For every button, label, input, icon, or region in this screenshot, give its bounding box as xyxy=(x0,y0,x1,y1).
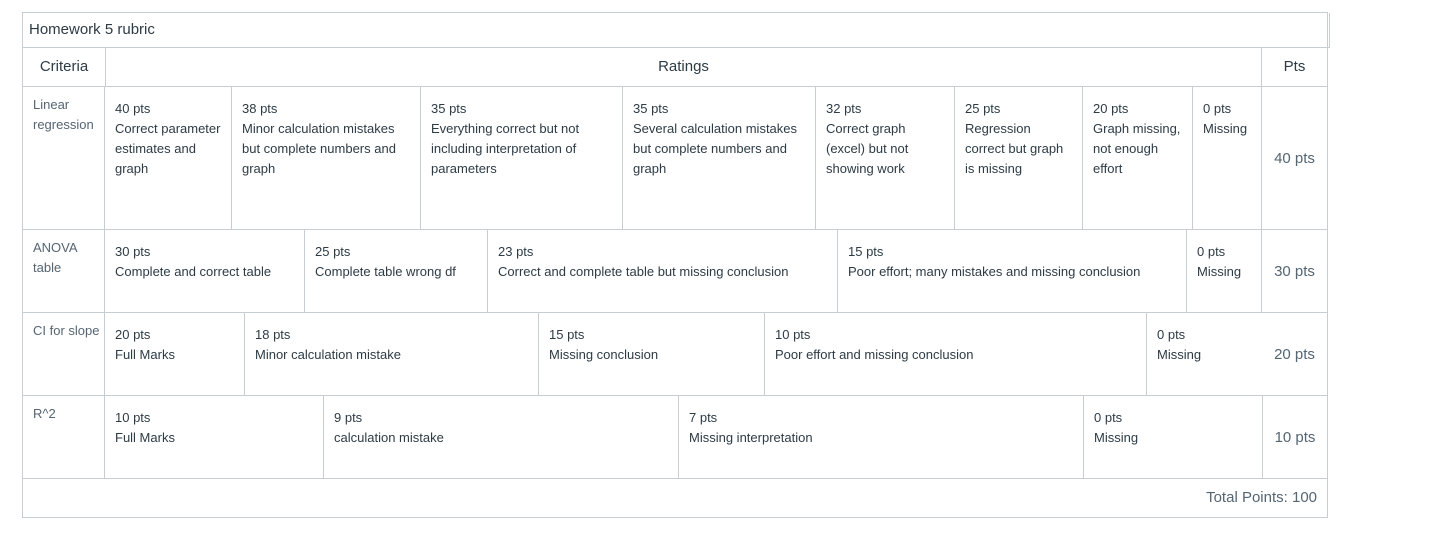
rating-cell[interactable] xyxy=(105,313,245,395)
rating-cell[interactable] xyxy=(1193,87,1262,229)
rating-cell[interactable] xyxy=(765,313,1147,395)
rating-cell[interactable] xyxy=(1083,87,1193,229)
rating-description: Graph missing, not enough effort xyxy=(1093,121,1181,176)
criterion-name: CI for slope xyxy=(23,313,105,395)
rating-points: 7 pts xyxy=(689,410,718,425)
criterion-row-r-squared xyxy=(23,396,1327,479)
rating-description: Full Marks xyxy=(115,347,175,362)
total-points: Total Points: 100 xyxy=(1206,489,1317,506)
rating-cell[interactable] xyxy=(679,396,1084,478)
rating-cell[interactable] xyxy=(105,87,232,229)
rating-points: 38 pts xyxy=(242,101,278,116)
rating-cell[interactable] xyxy=(623,87,816,229)
rating-description: Full Marks xyxy=(115,430,175,445)
rating-description: Everything correct but not including interpretation of parameters xyxy=(431,121,580,176)
rating-points: 18 pts xyxy=(255,327,291,342)
rating-points: 0 pts xyxy=(1203,101,1232,116)
rating-description: calculation mistake xyxy=(334,430,444,445)
rating-cell[interactable] xyxy=(816,87,955,229)
rating-points: 35 pts xyxy=(633,101,669,116)
rating-cell[interactable] xyxy=(1084,396,1262,478)
rating-cell[interactable] xyxy=(421,87,623,229)
pts-header: Pts xyxy=(1262,48,1327,87)
rating-points: 15 pts xyxy=(848,244,884,259)
criterion-row-anova-table xyxy=(23,230,1327,313)
rating-description: Missing xyxy=(1197,264,1242,279)
rating-points: 15 pts xyxy=(549,327,585,342)
rating-description: Regression correct but graph is missing xyxy=(965,121,1064,176)
rating-description: Correct and complete table but missing conclusion xyxy=(498,264,789,279)
rating-points: 0 pts xyxy=(1197,244,1226,259)
rating-description: Missing conclusion xyxy=(549,347,659,362)
rating-cell[interactable] xyxy=(1187,230,1262,312)
rating-description: Poor effort; many mistakes and missing conclusion xyxy=(848,264,1141,279)
rating-description: Correct graph (excel) but not showing work xyxy=(826,121,909,176)
rating-points: 9 pts xyxy=(334,410,363,425)
rating-points: 30 pts xyxy=(115,244,151,259)
criterion-points: 20 pts xyxy=(1274,345,1315,363)
rating-cell[interactable] xyxy=(105,396,324,478)
rating-description: Poor effort and missing conclusion xyxy=(775,347,974,362)
criterion-name: ANOVA table xyxy=(23,230,105,312)
rating-points: 40 pts xyxy=(115,101,151,116)
rating-description: Missing interpretation xyxy=(689,430,813,445)
rating-points: 0 pts xyxy=(1094,410,1123,425)
criteria-header: Criteria xyxy=(23,48,106,87)
rating-points: 20 pts xyxy=(1093,101,1129,116)
rating-points: 23 pts xyxy=(498,244,534,259)
rating-cell[interactable] xyxy=(488,230,838,312)
rating-cell[interactable] xyxy=(245,313,539,395)
rating-cell[interactable] xyxy=(1147,313,1262,395)
criterion-points: 40 pts xyxy=(1274,149,1315,167)
criterion-row-linear-regression xyxy=(23,87,1327,230)
rating-description: Correct parameter estimates and graph xyxy=(115,121,221,176)
criterion-points: 10 pts xyxy=(1262,396,1327,478)
rating-cell[interactable] xyxy=(539,313,765,395)
criterion-name: Linear regression xyxy=(23,87,105,229)
rating-points: 25 pts xyxy=(315,244,351,259)
rating-description: Minor calculation mistake xyxy=(255,347,401,362)
rating-points: 20 pts xyxy=(115,327,151,342)
rating-points: 32 pts xyxy=(826,101,862,116)
rating-cell[interactable] xyxy=(105,230,305,312)
rating-points: 0 pts xyxy=(1157,327,1186,342)
rating-points: 35 pts xyxy=(431,101,467,116)
rating-description: Complete and correct table xyxy=(115,264,272,279)
rating-points: 25 pts xyxy=(965,101,1001,116)
criterion-name: R^2 xyxy=(23,396,105,478)
rating-description: Complete table wrong df xyxy=(315,264,456,279)
rubric-title: Homework 5 rubric xyxy=(23,13,1329,48)
rating-cell[interactable] xyxy=(955,87,1083,229)
rating-cell[interactable] xyxy=(838,230,1187,312)
criterion-row-ci-for-slope xyxy=(23,313,1327,396)
rating-description: Several calculation mistakes but complete numbers and graph xyxy=(633,121,798,176)
rating-cell[interactable] xyxy=(232,87,421,229)
rating-cell[interactable] xyxy=(305,230,488,312)
rating-points: 10 pts xyxy=(115,410,151,425)
ratings-header: Ratings xyxy=(106,48,1262,87)
rating-description: Missing xyxy=(1203,121,1248,136)
rating-description: Minor calculation mistakes but complete numbers and graph xyxy=(242,121,396,176)
rubric-table xyxy=(22,12,1328,518)
rating-description: Missing xyxy=(1157,347,1202,362)
rating-points: 10 pts xyxy=(775,327,811,342)
rating-cell[interactable] xyxy=(324,396,679,478)
criterion-points: 30 pts xyxy=(1274,262,1315,280)
rating-description: Missing xyxy=(1094,430,1139,445)
